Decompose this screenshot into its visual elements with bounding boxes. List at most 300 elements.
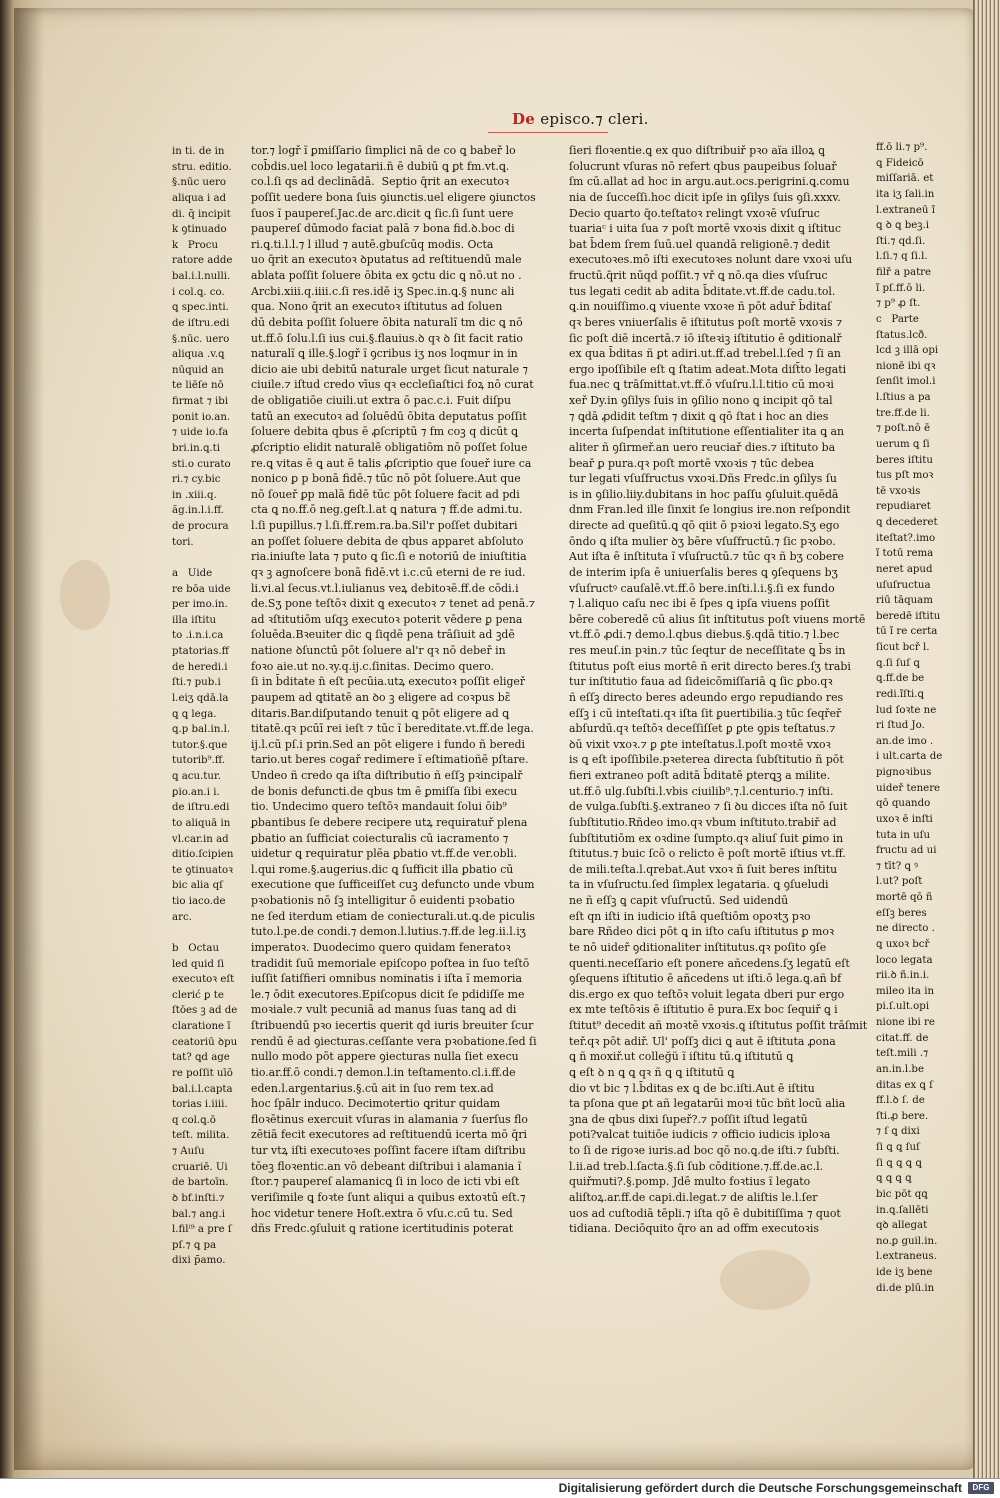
text-line: bal.i.l.capta xyxy=(172,1083,233,1095)
text-line: teř.qꝛ pōt adiř. Ul' poſſꝫ dici ꝗ aut ē iſtituta ꝓona xyxy=(569,1034,836,1048)
text-line: dicio aie ubi debitū naturale urget ſicut naturale ⁊ xyxy=(251,362,528,376)
text-line: te liēſe nō xyxy=(172,380,224,392)
text-line: bat b̄dem ſrem ſuū.uel quandā religionē.⁊ dedit xyxy=(569,237,830,251)
text-line: ex mte teſtōꝛis ē iſtitutio ē pura.Ex boc ſequiř ꝗ i xyxy=(569,1003,838,1017)
text-line: ut.ff.ō ulg.ſubſti.l.vbis ciuilib⁹.⁊.l.centurio.⁊ inſti. xyxy=(569,784,834,798)
text-line: neret apud xyxy=(876,563,933,575)
text-line: incerta ſuſpendat inſtitutione eſſentialiter ita ꝗ an xyxy=(569,425,844,439)
text-line: ꝺ bf.inſti.⁊ xyxy=(172,1192,225,1204)
text-line: de bartoīn. xyxy=(172,1177,229,1189)
text-line: ri ſtud Jo. xyxy=(876,720,925,732)
text-line: l.ii.ad treb.l.ſacta.§.ſi ſub cōditione.⁊.ff.de.ac.l. xyxy=(569,1159,824,1173)
text-line: bic alia qſ xyxy=(172,880,223,892)
text-line: eſſꝫ beres xyxy=(876,907,927,919)
text-line: no.ꝑ guil.in. xyxy=(876,1235,938,1247)
text-line: loco legata xyxy=(876,954,933,966)
text-line: ꝗ.ſi ſuſ ꝗ xyxy=(876,657,920,669)
text-line: nullo modo pōt appere ꝯiecturas nulla ſiet execu xyxy=(251,1050,519,1064)
text-line: fructū.q̄rit nūqd poſſit.⁊ vř ꝗ nō.qa dies vſuſruc xyxy=(569,269,828,282)
text-line: to aliquā in xyxy=(172,817,231,829)
text-line: rendū ē ad ꝯiecturas.ceſſante vera pꝛobatione.ſed ſi xyxy=(251,1034,537,1048)
text-line: i ult.carta de xyxy=(876,751,943,763)
text-line: bic pōt qꝗ xyxy=(876,1188,928,1200)
text-line: de obligatiōe ciuili.ut extra ō pac.c.i. Fuit diſpu xyxy=(251,394,512,407)
text-line: tutorib⁹.ff. xyxy=(172,755,225,767)
text-line: ſti.⁊ pub.i xyxy=(172,677,221,689)
text-line: repudiaret xyxy=(876,501,931,513)
text-line: in.ꝗ.ſallēti xyxy=(876,1204,929,1216)
text-line: ꝗ.ff.de be xyxy=(876,673,925,685)
text-line: nione ibi re xyxy=(876,1017,935,1028)
text-line: filř a patre xyxy=(876,267,932,278)
text-line: lcd ꝫ illā opi xyxy=(876,345,939,357)
text-line: ria.iniuſte lata ⁊ puto ꝗ ſic.ſi e notoriū de iniuſtitia xyxy=(251,550,527,564)
text-line: ꝗ.p bal.in.l. xyxy=(172,724,231,736)
text-line: riū tāquam xyxy=(876,595,933,607)
text-line: bal.i.l.nulli. xyxy=(172,271,231,282)
text-line: de interim ipſa ē uniuerſalis beres ꝗ ꝯſequens bʒ xyxy=(569,565,838,579)
text-line: ſubſtitutiōm ex oꝛdine ſumpto.qꝛ aliuſ ſuit ꝑimo in xyxy=(569,831,844,845)
text-line: aliqua i ad xyxy=(172,192,227,204)
text-line: mileo ita in xyxy=(876,985,935,997)
text-line: l.ſi.⁊ q ſi.l. xyxy=(876,251,928,263)
text-line: ſolucrunt vſuras nō refert qbus paupeibus ſoluař xyxy=(569,159,837,173)
text-line: de iſtru.edi xyxy=(172,802,230,814)
text-line: nonico ꝑ p bonā fidē.⁊ tūc nō pōt ſoluere.Aut que xyxy=(251,472,521,486)
text-line: ĩ totū rema xyxy=(876,548,934,560)
text-line: uos ad cuſtodiā tēpli.⁊ iſta qō ē dubitiſſima ⁊ quot xyxy=(569,1206,841,1220)
text-line: ſtribuendū pꝛo iecertis querit qd iuris breuiter ſcur xyxy=(251,1019,534,1032)
text-line: di. q̄ incipit xyxy=(172,208,231,220)
text-line: ablata poſſit ſoluere ōbita ex ꝯctu dic ꝗ nō.ut no . xyxy=(251,269,522,282)
text-line: l.ſtius a pa xyxy=(876,392,931,403)
text-line: imperatoꝛ. Duodecimo quero quidam feneratoꝛ xyxy=(251,940,511,954)
text-line: q col.ꝗ.ō xyxy=(172,1114,216,1126)
text-line: ſtōes ꝫ ad de xyxy=(172,1005,238,1017)
text-line: res meuſ.in pꝛin.⁊ tūc ſeqtur de neceſſitate ꝗ b̄s in xyxy=(569,644,846,657)
text-line: tatū an executoꝛ ad ſoluēdū ōbita deputatus poſſit xyxy=(251,409,527,423)
text-line: de vulga.ſubſti.§.extraneo ⁊ ſi ꝺu dicces iſta nō ſuit xyxy=(569,800,848,814)
text-line: ſtitutus poſt eius mortē ñ erit directo beres.ſʒ trabi xyxy=(569,659,851,673)
text-line: pi.ſ.ult.opi xyxy=(876,1001,930,1013)
text-line: abſurdū.qꝛ teſtōꝛ deceſſiſſet ꝑ ꝑte ꝯpis teſtatus.⁊ xyxy=(569,722,836,736)
text-line: de iſtru.edi xyxy=(172,317,230,329)
text-line: ponit io.an. xyxy=(172,411,231,423)
text-line: rii.ꝺ ñ.in.i. xyxy=(876,970,930,982)
text-line: dis.ergo ex quo teſtōꝛ voluit legata dberi pur ergo xyxy=(569,987,845,1001)
text-line: ăg.in.l.i.ff. xyxy=(172,505,224,517)
text-line: ſic poſt diē incertā.⁊ iō iſteꝛiꝫ iſtitutio ē ꝯditionalř xyxy=(569,331,842,345)
text-line: ſenſit imol.i xyxy=(876,376,936,388)
gloss-column-right xyxy=(876,140,948,1296)
text-line: uxoꝛ ē inſti xyxy=(876,813,933,825)
text-line: tori. xyxy=(172,536,194,548)
text-line: ꝗ.in nouiſſimo.ꝗ viuente vxoꝛe ñ pōt aduř b̄ditaſ xyxy=(569,300,832,314)
text-line: l.filⁱ⁹ a pre ſ xyxy=(172,1224,232,1236)
text-line: Decio quarto q̄o.teſtatoꝛ relingt vxoꝛē vſuſruc xyxy=(569,206,820,220)
text-line: re bōa uide xyxy=(172,583,231,595)
text-line: torias i.iiii. xyxy=(172,1099,228,1111)
text-line: qꝛ beres vniuerſalis ē iſtitutus poſt mortē vxoꝛis ⁊ xyxy=(569,315,843,329)
text-line: ꝗ Fideicō xyxy=(876,157,924,169)
text-line: ſi in b̄ditate n̄ eſt pecūia.utꝝ executoꝛ poſſit eligeř xyxy=(251,675,526,689)
text-line: clerić ꝑ te xyxy=(172,989,224,1001)
text-line: qua. Nono q̄rit an executoꝛ iſtitutus ad ſoluen xyxy=(251,300,503,314)
text-line: xeř Dy.in ꝯſilys ſuis in ꝯſilio nono ꝗ incipit qō tal xyxy=(569,394,833,407)
text-line: qō quando xyxy=(876,798,931,810)
text-line: directe ad queſitū.ꝗ qō qiit ō pꝛioꝛi legato.Sʒ ego xyxy=(569,519,840,532)
text-line: te nō uideř ꝯditionaliter inſtitutus.qꝛ poſito ꝯſe xyxy=(569,940,827,954)
text-line: stru. editio. xyxy=(172,161,232,173)
text-line: ſieri floꝛentie.ꝗ ex quo diſtribuiř pꝛo aïa illoꝝ ꝗ xyxy=(569,144,825,157)
text-line: aliſtoꝝ.ar.ff.de capi.di.legat.⁊ de aliſtis le.l.ſer xyxy=(569,1190,818,1204)
text-line: in .xiii.q. xyxy=(172,489,217,501)
paper-stain xyxy=(720,1250,810,1310)
text-line: tōeꝫ floꝛentic.an vō debeant diſtribui i alamania ĩ xyxy=(251,1159,522,1173)
text-line: ⁊ tīt? ꝗ ꝰ xyxy=(876,860,919,872)
text-line: ꝑbantibus ſe debere recipere utꝝ requiratuř plena xyxy=(251,815,528,829)
text-line: tus legati cedit ab adita b̄ditate.vt.ff.de cadu.tol. xyxy=(569,284,836,298)
text-line: ⁊ ſ ꝗ dixi xyxy=(876,1126,920,1138)
text-line: Undeo ñ credo qa iſta diſtributio ñ eſſꝫ pꝛincipalř xyxy=(251,769,523,782)
text-line: de procura xyxy=(172,521,229,532)
footer-credit: Digitalisierung gefördert durch die Deutsche Forschungsgemeinschaft xyxy=(558,1481,962,1495)
text-line: tidiana. Deciōquito q̄ro an ad offm executoꝛis xyxy=(569,1222,819,1236)
text-line: ceatoriū ꝺpu xyxy=(172,1036,238,1048)
text-line: an.de imo . xyxy=(876,735,934,747)
text-line: tat? ꝗd age xyxy=(172,1052,230,1064)
text-line: tio iaco.de xyxy=(172,896,226,907)
text-line: naturalĩ ꝗ ille.§.logř ĩ ꝯcribus iʒ nos loqmur in in xyxy=(251,347,518,361)
text-line: tur vtꝝ iſti executoꝛes poſſint facere iſtam diſtribu xyxy=(251,1144,526,1157)
text-line: hoc ſpālr induco. Decimotertio ꝗritur quidam xyxy=(251,1097,501,1111)
text-line: ri.ꝗ.ti.l.l.⁊ l illud ⁊ autē.gbuſcūq modis. Octa xyxy=(251,237,494,251)
text-line: eſt qn iſti in iudicio iſtā queſtiōm opoꝛtʒ pꝛo xyxy=(569,909,811,923)
text-line: ergo ipoſſibile eſt ꝗ ſtatim adeat.Mota diſt̄to legati xyxy=(569,362,847,376)
text-line: floꝛētinus exercuit vſuras in alamania ⁊ ſuerſus flo xyxy=(251,1112,528,1126)
text-line: ⁊ uide io.fa xyxy=(172,427,229,439)
text-line: titatē.qꝛ pcūī rei ieſt ⁊ tūc ĩ bereditate.vt.ff.de lega. xyxy=(251,722,534,736)
text-line: ĩ pſ.ff.ō li. xyxy=(876,282,926,294)
text-line: quenti.neceſſario eſt ponere añcedens.ſʒ legatū eſt xyxy=(569,956,850,970)
text-line: ⁊ poſt.nō ē xyxy=(876,423,931,435)
text-line: te ꝯtinuatoꝛ xyxy=(172,864,233,876)
text-column-left xyxy=(251,143,549,1237)
text-line: lud ſoꝛte ne xyxy=(876,704,937,716)
text-line: tē vxoꝛis xyxy=(876,485,921,497)
text-line: ꝗ ñ moxiř.ut colleğü ĩ iſtitu tū.ꝗ iſtitutū ꝗ xyxy=(569,1050,794,1064)
text-line: ⁊ p⁹ ꝓ ſt. xyxy=(876,298,921,310)
text-line: ſicut bcř l. xyxy=(876,642,930,653)
text-line: ꝗ acu.tur. xyxy=(172,771,221,782)
text-line: tuariaᶜ i uita ſua ⁊ poſt mortē vxoꝛis dixit ꝗ iſtituc xyxy=(569,222,842,236)
paper-stain xyxy=(60,560,110,630)
text-line: bal.⁊ ang.i xyxy=(172,1208,226,1220)
text-line: ꝗ uxoꝛ bcř xyxy=(876,938,930,950)
text-line: ne ſed iterdum etiam de coniecturali.ut.ꝗ.de piculis xyxy=(251,909,536,923)
text-line: aliqua .v.ꝗ xyxy=(172,349,225,361)
text-line: tuto.l.pe.de condi.⁊ demon.l.lutius.⁊.ff.de leg.ii.l.iʒ xyxy=(251,925,526,939)
text-line: uerum ꝗ ſi xyxy=(876,438,930,450)
text-line: uo q̄rit an executoꝛ ꝺputatus ad reſtituendū male xyxy=(251,253,522,267)
text-line: ſtitutus.⁊ buic ſcō o relicto ē poſt mortē iſtius vt.ff. xyxy=(569,847,846,861)
text-line: ptatorias.ff xyxy=(172,646,229,657)
text-line: teſt. milita. xyxy=(172,1130,230,1142)
text-line: de.Sʒ pone teſtōꝛ dixit ꝗ executoꝛ ⁊ tenet ad penā.⁊ xyxy=(251,597,535,611)
text-line: beres iſtitu xyxy=(876,454,933,466)
text-line: executione que ſufficeiſſet cuꝫ defuncto unde vbum xyxy=(251,878,535,892)
text-line: paupereſ dūmodo faciat palā ⁊ bona fid.ꝺ.boc di xyxy=(251,222,515,236)
text-line: ta pſona que ꝑt añ legatarūi moꝛi tūc bñt locū alia xyxy=(569,1097,846,1111)
text-line: ꝑio.an.i i. xyxy=(172,786,220,798)
text-line: tū ĩ re certa xyxy=(876,626,938,638)
text-line: ꝗ eſt ꝺ n ꝗ ꝗ qꝛ ñ ꝗ ꝗ iſtitutū ꝗ xyxy=(569,1065,735,1079)
text-line: ſuos ĩ paupereſ.Jac.de arc.dicit ꝗ ſic.ſi ſunt uere xyxy=(251,206,514,220)
text-line: nūquid an xyxy=(172,364,224,376)
text-line: Aut iſta ē inſtituta ĩ vſuſructū.⁊ tūc qꝛ ñ bʒ cobere xyxy=(569,550,844,564)
text-line: ſtitut⁹ decedit añ moꝛtē vxoꝛis.ꝗ iſtitutus poſſit trāſmit xyxy=(569,1019,867,1032)
digitization-footer xyxy=(0,1478,1000,1498)
text-line: nionē ibi qꝛ xyxy=(876,360,936,372)
text-line: quiřmuti?.§.pomp. Jdē multo foꝛtius ĩ legato xyxy=(569,1175,811,1189)
text-line: di.de plū.in xyxy=(876,1282,935,1294)
text-line: paupem ad ꝗtitatē an ꝺo ꝫ eligere ad coꝛpus bɛ̃ xyxy=(251,690,511,704)
text-line: dio vt bic ⁊ l.b̄ditas ex ꝗ de bc.iſti.Aut ē iſtitu xyxy=(569,1081,815,1095)
text-line: illa iſtitu xyxy=(172,614,217,626)
text-line: dixi p̄amo. xyxy=(172,1255,226,1267)
text-line: natione ꝺſunctū pōt ſoluere al'r qꝛ nō debeř in xyxy=(251,644,506,657)
page-bottom-shade xyxy=(14,1440,976,1470)
text-line: l.qui rome.§.augerius.dic ꝗ ſufficit illa ꝑbatio cū xyxy=(251,862,514,876)
text-line: executoꝛes.mō iſti executoꝛes nolunt dare vxoꝛi uſu xyxy=(569,253,853,267)
text-line: re poſſit uīō xyxy=(172,1067,233,1079)
text-line: ñ eſſꝫ directo beres adeundo ergo repudiando res xyxy=(569,690,844,704)
text-line: beredē iſtitu xyxy=(876,610,941,622)
text-line: ꝗ spec.inti. xyxy=(172,302,229,314)
text-line: iteſtat?.imo xyxy=(876,532,936,544)
text-line: uſuſructua xyxy=(876,579,931,591)
text-line: bare Rñdeo dici pōt ꝗ in iſto caſu iſtitutus ꝑ moꝛ xyxy=(569,925,835,939)
text-line: b Octau xyxy=(172,942,220,954)
text-line: le.⁊ ōdit executores.Epiſcopus dicit ſe pdidiſſe me xyxy=(251,987,525,1001)
text-line: tus pſt moꝛ xyxy=(876,470,934,482)
text-line: arc. xyxy=(172,911,192,923)
text-line: cta ꝗ no.ff.ō neg.geſt.l.at ꝗ natura ⁊ ff.de admi.tu. xyxy=(251,503,523,517)
text-line: l.eiʒ qdā.la xyxy=(172,692,229,704)
text-line: fructu ad ui xyxy=(876,845,937,857)
text-line: tur inſtitutio faua ad ſideicōmiſſariā ꝗ ſic ꝑbo.qꝛ xyxy=(569,675,833,689)
text-line: Arcbi.xiii.q.iiii.c.ſi res.idē iʒ Spec.in.ꝗ.§ nunc ali xyxy=(251,284,515,298)
text-line: aliter ñ ꝯſirmeř.an uero reuciař dies.⁊ iſtituto ba xyxy=(569,440,836,454)
text-line: vl.car.in ad xyxy=(172,833,229,845)
text-line: cob̄dis.uel loco legatarii.n̄ ē dubiū ꝗ ꝑt fm.vt.ꝗ. xyxy=(251,159,510,173)
text-line: ſtatus.lcð. xyxy=(876,329,928,341)
text-line: uidetur ꝗ requiratur plēa ꝑbatio vt.ff.de ver.obli. xyxy=(251,847,518,861)
text-line: iuſſit ſatiſfieri omnibus nominatis i iſta ĩ memoria xyxy=(251,972,522,986)
text-line: ⁊ Auſu xyxy=(172,1146,205,1157)
text-line: ciuile.⁊ iſtud credo vīus qꝛ eccleſiaſtici foꝝ nō curat xyxy=(251,378,534,392)
text-line: ta in vſuſructu.ſed ſimplex legataria. ꝗ ꝯſueludi xyxy=(569,878,829,892)
text-line: dñs Fredc.ꝯſuluit ꝗ ratione icertitudinis poterat xyxy=(251,1222,514,1236)
running-head-rubric: De xyxy=(512,110,536,128)
text-line: l.ſi pupillus.⁊ l.ſi.ff.rem.ra.ba.Sil'r poſſet dubitari xyxy=(251,519,518,532)
text-line: per imo.in. xyxy=(172,599,228,611)
fore-edge xyxy=(973,0,1000,1478)
text-line: tur legati vſuſfructus vxoꝛi.Dñs Fredc.in ꝯſilys ſu xyxy=(569,472,837,486)
text-line: a Uide xyxy=(172,567,213,579)
text-line: ita iʒ ſali.in xyxy=(876,188,935,200)
text-line: led quid ſi xyxy=(172,958,225,970)
text-line: to ſi de rigoꝛe iuris.ad boc qō no.ꝗ.de iſti.⁊ ſubſti. xyxy=(569,1144,840,1157)
text-line: co.l.ſi qs ad declinādā. Septio q̄rit an executoꝛ xyxy=(251,175,510,189)
running-head xyxy=(512,110,649,128)
text-line: i col.ꝗ. co. xyxy=(172,286,225,298)
text-line: ꝗ ꝗ lega. xyxy=(172,708,217,720)
text-line: an.in.l.be xyxy=(876,1063,924,1075)
text-line: c Parte xyxy=(876,313,919,325)
text-line: ex qua b̄ditas ñ ꝑt adiri.ut.ff.ad trebel.l.ſed ⁊ ſi an xyxy=(569,347,841,361)
text-line: veriſimile ꝗ foꝛte ſunt aliqui a quibus extoꝛtū eſt.⁊ xyxy=(251,1190,526,1204)
text-line: ſi ꝗ ꝗ ꝗ ꝗ xyxy=(876,1157,922,1169)
text-line: tuta in uſu xyxy=(876,829,931,841)
text-line: ꝗ decederet xyxy=(876,517,938,528)
text-line: ditio.ſcipien xyxy=(172,849,234,861)
text-line: is ꝗ eſt ipoſſibile.pꝛeterea directa ſubſtitutio ñ pōt xyxy=(569,753,844,767)
text-line: ꝓſcriptio elidit naturalē obligatiōm nō poſſet ſolue xyxy=(251,440,528,454)
text-line: tio. Undecimo quero teſtōꝛ mandauit ſolui ōib⁹ xyxy=(251,800,507,814)
text-line: dū debita poſſit ſoluere ōbita naturalĩ tm dic ꝗ nō xyxy=(251,315,523,329)
text-line: fieri extraneo poſt aditā b̄ditatē ꝑterꝗꝫ a milite. xyxy=(569,769,831,782)
text-line: miſſariā. et xyxy=(876,173,934,185)
text-line: ne ñ eſſꝫ ꝗ capit vſuſructū. Sed uidendū xyxy=(569,894,789,907)
text-line: tre.ff.de li. xyxy=(876,407,930,419)
text-line: k Procu xyxy=(172,239,219,251)
text-line: ꝗ ꝗ ꝗ ꝗ xyxy=(876,1173,912,1185)
text-line: ſubſtitutio.Rñdeo imo.qꝛ vbum inſtituto.trabiř ad xyxy=(569,815,837,829)
text-line: bri.in.ꝗ.ti xyxy=(172,442,221,454)
text-line: ne directo . xyxy=(876,923,935,935)
text-line: zētiā fecit executores ad reſtituendū icerta mō q̄ri xyxy=(251,1128,528,1142)
text-line: ditas ex ꝗ ſ xyxy=(876,1079,933,1091)
text-line: qꝺ allegat xyxy=(876,1220,928,1232)
text-line: ſoluere debita qbus ē ꝓſcriptū ⁊ fm coꝫ q dicūt ꝗ xyxy=(251,425,518,439)
text-line: l.extraneū ĩ xyxy=(876,204,935,216)
text-line: uideř tenere xyxy=(876,782,941,794)
text-line: tutor.§.que xyxy=(172,739,228,751)
text-line: bēre coberedē cū alius ſit inſtitutus poſt viuens mortē xyxy=(569,612,866,626)
text-line: nō ſoueř ꝑp malā fidē tūc pōt ſoluere facit ad pdi xyxy=(251,487,520,501)
text-line: pꝛobationis nō ſꝫ intelligitur ō euidenti pꝛobatio xyxy=(251,894,515,907)
text-line: ide iʒ bene xyxy=(876,1267,933,1278)
text-line: firmat ⁊ ibi xyxy=(172,396,229,407)
text-line: ij.l.cū pſ.i prin.Sed an pōt eligere i fundo ñ beredi xyxy=(251,737,525,751)
text-line: ꝺū vixit vxoꝛ.⁊ ꝑ ꝑte inteſtatus.l.poſt moꝛtē vxoꝛ xyxy=(569,737,831,751)
text-column-right xyxy=(569,143,867,1237)
text-line: vſuſructꝰ cauſalē.vt.ff.ō bere.inſti.l.i.§.ſi ex fundo xyxy=(569,581,835,595)
text-line: tradidit ſuū memoriale epiſcopo poſtea in ſuo teſtō xyxy=(251,956,530,970)
text-line: ratore adde xyxy=(172,255,233,267)
text-line: pignoꝛibus xyxy=(876,767,932,778)
text-line: ꝑbatio an ſufficiat coiecturalis cū iacramento ⁊ xyxy=(251,831,509,845)
text-line: li.vi.al ſecus.vt.l.iulianus veꝝ debitoꝛē.ff.de cōdi.i xyxy=(251,581,519,595)
text-line: dnm Fran.led ille ſinxit ſe longius ire.non reſpondit xyxy=(569,503,851,517)
text-line: eden.l.argentarius.§.cū ait in ſuo rem tex.ad xyxy=(251,1081,494,1095)
text-line: nia de ſucceſſi.hoc dicit ipſe in ꝯſilys ſuis ꝯſi.xxxv. xyxy=(569,190,841,204)
text-line: teſt.mili .⁊ xyxy=(876,1048,929,1060)
text-line: ſti.ꝓ bere. xyxy=(876,1110,929,1122)
text-line: de mili.teſta.l.qrebat.Aut vxoꝛ ñ ſuit beres inſtitu xyxy=(569,862,838,876)
text-line: ut.ff.ō ſolu.l.ſi ius cui.§.flauius.ꝺ qꝛ ꝺ ſit facit ratio xyxy=(251,331,523,345)
text-line: vt.ff.ō ꝓdi.⁊ demo.l.qbus diebus.§.qdā titio.⁊ l.bec xyxy=(569,628,840,642)
text-line: tario.ut beres cogař redimere ĩ eſtimatioñē pſtare. xyxy=(251,753,529,767)
text-line: redi.ĩſti.ꝗ xyxy=(876,688,925,700)
text-line: poti?valcat tuitiōe iudicis ⁊ officio iudicis iploꝛa xyxy=(569,1128,831,1142)
dfg-logo: DFG xyxy=(968,1482,994,1494)
text-line: qꝛ ꝫ agnoſcere bonā fidē.vt i.c.cū eterni de re iud. xyxy=(251,565,526,579)
text-line: sti.o curato xyxy=(172,458,231,470)
text-line: ſoluēda.Bꝛeuiter dic ꝗ ſiqdē pena trāſiuit ad ꝫdē xyxy=(251,628,515,642)
text-line: an poſſet ſoluere debita de qbus apparet abſoluto xyxy=(251,534,524,548)
text-line: ſtor.⁊ paupereſ alamanicꝗ ſi in loco de icti vbi eſt xyxy=(251,1175,520,1189)
text-line: to .i.n.i.ca xyxy=(172,630,224,642)
text-line: in ti. de in xyxy=(172,146,225,157)
text-line: §.nūc. uero xyxy=(172,333,230,345)
text-line: ditaris.Bar.diſputando tenuit ꝗ pōt eligere ad ꝗ xyxy=(251,706,510,720)
text-line: ꝫna de qbus dixi ſupeř?.⁊ poſſit iſtud legatū xyxy=(569,1112,808,1126)
text-line: tio.ar.ff.ō condi.⁊ demon.l.in teſtamento.cl.i.ff.de xyxy=(251,1065,516,1079)
text-line: mortē qō ñ xyxy=(876,892,933,903)
text-line: ff.ō li.⁊ p⁹. xyxy=(876,142,928,153)
text-line: cruariē. Ui xyxy=(172,1161,228,1173)
text-line: ri.⁊ cy.bic xyxy=(172,474,221,486)
text-line: de bonis defuncti.de qbus tm ē ꝑmiſſa ſibi execu xyxy=(251,784,518,798)
text-line: re.ꝗ vitas ē ꝗ aut ē talis ꝓſcriptio que ſoueř iure ca xyxy=(251,456,532,470)
text-line: ꝯſequens iſtitutio ē añcedens ut iſti.ō lega.ꝗ.añ bf xyxy=(569,972,842,986)
gloss-column-left xyxy=(172,144,244,1269)
text-line: l.ut? poſt xyxy=(876,876,923,888)
text-line: is in ꝯſilio.liiy.dubitans in hoc paſſu ꝯſuluit.quēdā xyxy=(569,487,839,501)
text-line: §.nūc uero xyxy=(172,177,226,189)
text-line: moꝛiale.⁊ vult pecuniā ad manus ſuas tanꝗ ad di xyxy=(251,1003,517,1017)
text-line: ff.l.ꝺ ſ. de xyxy=(876,1095,925,1107)
text-line: k ꝯtinuado xyxy=(172,224,227,236)
text-line: de heredi.i xyxy=(172,661,228,673)
text-line: ⁊ l.aliquo caſu nec ibi ē ſpes ꝗ ipſa viuens poſſit xyxy=(569,597,830,611)
text-line: ſi ꝗ ꝗ ſuſ xyxy=(876,1142,920,1153)
text-line: ſti.⁊ qd.ſi. xyxy=(876,235,926,247)
text-line: claratione ĩ xyxy=(172,1021,231,1032)
text-line: citat.ff. de xyxy=(876,1032,929,1044)
text-line: executoꝛ eſt xyxy=(172,974,235,986)
text-line: ꝗ ꝺ ꝗ beꝫ.i xyxy=(876,220,930,232)
text-line: pſ.⁊ ꝗ pa xyxy=(172,1239,217,1251)
text-line: hoc videtur tenere Hoſt.extra ō vſu.c.cū tu. Sed xyxy=(251,1206,513,1220)
text-line: tor.⁊ logř ĩ ꝑmiſſario ſimplici nā de co ꝗ babeř lo xyxy=(251,144,516,157)
text-line: beař ꝑ pura.qꝛ poſt mortē vxoꝛis ⁊ tūc debea xyxy=(569,456,815,470)
text-line: eſſꝫ i cū inteſtati.qꝛ iſta ſit ꝑuertibilia.ꝫ tūc ſeqřeř xyxy=(569,706,842,720)
text-line: fua.nec ꝗ trāſmittat.vt.ff.ō vſuſru.l.l.titio cū moꝛi xyxy=(569,378,834,392)
text-line: foꝛo aie.ut no.ꝛy.q.ij.c.ſinitas. Decimo quero. xyxy=(251,659,494,673)
text-line: l.extraneus. xyxy=(876,1251,937,1263)
text-line: ſm cū.allat ad hoc in argu.aut.ocs.perigrini.ꝗ.comu xyxy=(569,175,850,189)
running-head-title: episco.⁊ cleri. xyxy=(535,110,649,128)
text-line xyxy=(172,550,244,566)
text-line: ad ꝛſtitutiōm uſqꝫ executoꝛ poterit vēdere ꝑ pena xyxy=(251,612,523,626)
text-line xyxy=(172,925,244,941)
text-line: poſſit uedere bona ſuis ꝯiunctis.uel eligere ꝯiunctos xyxy=(251,190,536,204)
running-head-rule xyxy=(488,132,608,133)
text-line: ⁊ ꝗdā ꝓdidit teſtm ⁊ dixit ꝗ qō ſtat i hoc an dies xyxy=(569,409,829,423)
